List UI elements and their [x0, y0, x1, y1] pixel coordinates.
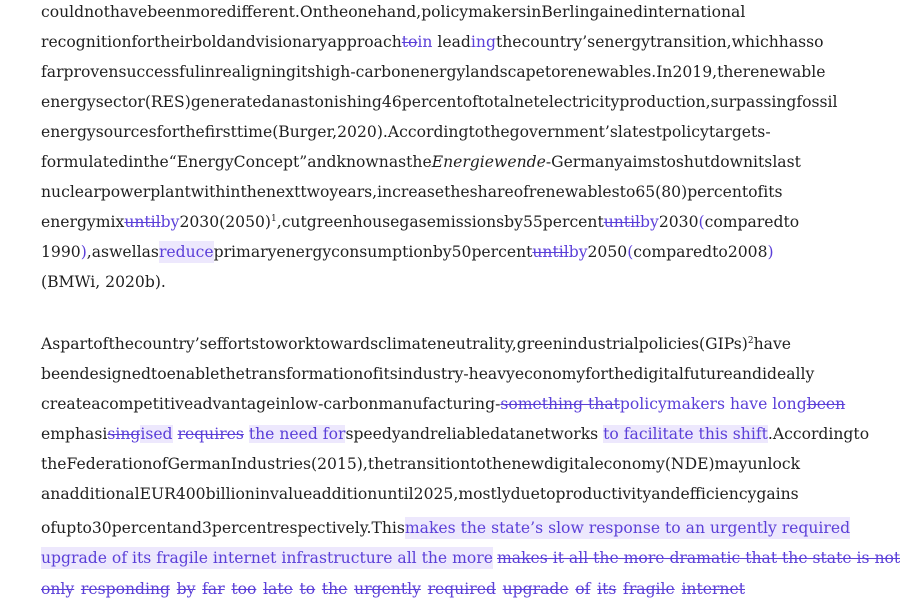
word: have — [753, 335, 792, 353]
word: more — [185, 3, 227, 21]
word: gained — [589, 3, 644, 21]
word: 3 — [201, 519, 212, 537]
inserted-text[interactable]: to facilitate this shift — [603, 425, 768, 443]
tracked-change-cluster — [124, 211, 179, 233]
word: the — [717, 63, 743, 81]
word: recognition — [41, 33, 132, 51]
word: efficiency — [680, 485, 757, 503]
inserted-text[interactable]: ised — [140, 425, 173, 443]
word: to — [539, 485, 556, 503]
word: “Energy — [168, 153, 234, 171]
word: Industries — [230, 455, 312, 473]
word: production, — [619, 93, 711, 111]
word: energy — [41, 213, 96, 231]
word: the — [219, 365, 245, 383]
word: (80) — [655, 183, 688, 201]
footnote-marker[interactable]: 1 — [271, 214, 277, 224]
inserted-text[interactable]: makes the state’s slow response to an urgently required — [404, 519, 851, 537]
p1-line-3 — [41, 61, 826, 83]
word: the — [322, 3, 349, 21]
word: neutrality, — [436, 335, 517, 353]
p2-line-7 — [41, 517, 851, 539]
word: for — [585, 365, 608, 383]
word: down — [710, 153, 754, 171]
word: successful — [118, 63, 200, 81]
word: and — [400, 425, 430, 443]
word: in — [200, 63, 216, 81]
word: On — [299, 3, 323, 21]
inserted-text[interactable]: ( — [698, 213, 705, 231]
word: to — [660, 153, 676, 171]
word: of — [513, 183, 529, 201]
word: renewable — [742, 63, 826, 81]
word: percent — [687, 183, 749, 201]
word: has — [778, 33, 807, 51]
inserted-text[interactable]: policymakers have long — [619, 395, 807, 413]
word: 2030 — [658, 213, 699, 231]
word: mostly — [458, 485, 511, 503]
word: time — [236, 123, 273, 141]
word: industry-heavy — [397, 365, 515, 383]
word: economy — [594, 455, 665, 473]
word: in — [128, 153, 144, 171]
word: share — [469, 183, 514, 201]
inserted-text[interactable]: ) — [767, 243, 774, 261]
word: emissions — [426, 213, 505, 231]
word: to — [783, 213, 800, 231]
word: - — [545, 153, 552, 171]
word: the — [240, 183, 267, 201]
word: an — [271, 93, 291, 111]
word: designed — [79, 365, 151, 383]
word: nuclear — [41, 183, 101, 201]
p2-line-1 — [41, 333, 792, 355]
word: net — [514, 93, 540, 111]
word: transition — [393, 455, 471, 473]
word: landscape — [465, 63, 545, 81]
word: country’s — [521, 33, 596, 51]
word: aims — [623, 153, 661, 171]
word: of — [363, 365, 379, 383]
deleted-text[interactable]: until — [532, 243, 569, 261]
word: percent — [542, 213, 604, 231]
word: generated — [190, 93, 272, 111]
word: to — [544, 63, 561, 81]
inserted-text[interactable]: ) — [80, 243, 87, 261]
word: - — [495, 395, 501, 413]
deleted-text[interactable]: of — [575, 580, 591, 598]
word-with-footnote: $(2050)^1$, — [219, 213, 282, 231]
word: In — [656, 63, 673, 81]
word: to — [619, 183, 636, 201]
word: low-carbon — [290, 395, 379, 413]
word: (RES) — [144, 93, 191, 111]
word: energy — [41, 93, 96, 111]
tracked-change-cluster — [532, 241, 587, 263]
word: Concept” — [233, 153, 308, 171]
deleted-text[interactable]: until — [603, 213, 641, 231]
deleted-text[interactable]: internet — [681, 580, 745, 598]
word: unlock — [747, 455, 801, 473]
word: the — [484, 123, 510, 141]
word: 2030 — [179, 213, 220, 231]
deleted-text[interactable]: makes it all the more dramatic that the state is not — [496, 549, 900, 567]
word-with-insert: (compared — [627, 243, 713, 261]
word: new — [511, 455, 544, 473]
word: digital — [543, 455, 595, 473]
word: value — [270, 485, 313, 503]
word: the — [179, 123, 205, 141]
word: government’s — [509, 123, 618, 141]
inserted-text[interactable]: upgrade of its fragile internet infrastructure all the more — [41, 549, 493, 567]
word: latest — [617, 123, 662, 141]
word: sources — [95, 123, 157, 141]
word: the — [607, 365, 634, 383]
deleted-text[interactable]: the — [321, 580, 348, 598]
inserted-text[interactable]: the need for — [248, 425, 346, 443]
deleted-text[interactable]: required — [427, 580, 496, 598]
tracked-change-cluster: emphasisingised requires the need for — [41, 425, 346, 443]
word: a — [91, 395, 101, 413]
word: policymakers — [421, 3, 527, 21]
word: targets — [708, 123, 766, 141]
word-with-insert: networks to facilitate this shift. — [525, 425, 773, 443]
word: 65 — [635, 183, 656, 201]
word: This — [371, 519, 405, 537]
word: future — [683, 365, 733, 383]
word: last — [772, 153, 801, 171]
word: addition — [312, 485, 378, 503]
word: their — [154, 33, 193, 51]
p2-line-9 — [41, 578, 745, 600]
word: the — [367, 455, 394, 473]
word: energy — [410, 63, 466, 81]
word: sector — [95, 93, 145, 111]
p1-line-7 — [41, 181, 783, 203]
word: competitive — [100, 395, 194, 413]
word: 2025, — [413, 485, 459, 503]
word: hand, — [376, 3, 422, 21]
word: an — [41, 485, 61, 503]
tracked-change-cluster — [500, 393, 806, 415]
word: and — [651, 485, 681, 503]
word: and — [172, 519, 202, 537]
word: astonishing — [290, 93, 382, 111]
word: its — [753, 153, 773, 171]
tracked-change-cluster — [604, 211, 659, 233]
word: due — [510, 485, 540, 503]
word: (NDE) — [664, 455, 715, 473]
deleted-text[interactable]: responding — [80, 580, 170, 598]
deleted-text[interactable]: until — [124, 213, 161, 231]
word: work — [274, 335, 315, 353]
inserted-text[interactable]: in — [417, 33, 433, 51]
word: its — [296, 63, 316, 81]
word: 50 — [451, 243, 472, 261]
word: not — [84, 3, 110, 21]
word: plant — [150, 183, 191, 201]
italic-term: Energiewende — [431, 153, 546, 171]
deleted-text[interactable]: far — [202, 580, 225, 598]
word: manufacturing — [378, 395, 496, 413]
inserted-text[interactable]: by — [568, 243, 588, 261]
p1-line-8 — [41, 211, 800, 233]
word: energy — [276, 243, 332, 261]
word: greenhouse — [306, 213, 400, 231]
word: Germany — [551, 153, 624, 171]
word: formulated — [41, 153, 129, 171]
word: which — [731, 33, 779, 51]
deleted-text[interactable]: fragile — [623, 580, 675, 598]
word: within — [190, 183, 241, 201]
p2-line-2 — [41, 363, 815, 385]
word: visionary — [255, 33, 328, 51]
word: Federation — [66, 455, 153, 473]
word: percent — [111, 519, 173, 537]
word: shut — [675, 153, 711, 171]
word: and — [226, 33, 256, 51]
word: known — [336, 153, 389, 171]
word: billion — [205, 485, 255, 503]
word: first — [204, 123, 237, 141]
word: next — [266, 183, 301, 201]
word: 2019, — [672, 63, 718, 81]
word: renewables — [528, 183, 620, 201]
word: to — [76, 519, 92, 537]
word: international — [643, 3, 746, 21]
word: surpassing — [710, 93, 797, 111]
word: to — [259, 335, 275, 353]
deleted-text[interactable]: to — [401, 33, 418, 51]
word: its — [763, 183, 783, 201]
word: been — [41, 365, 80, 383]
word: industrial — [562, 335, 639, 353]
word: 2020). — [337, 123, 388, 141]
word: two — [300, 183, 330, 201]
p1-line-6 — [41, 151, 801, 173]
word: transformation — [244, 365, 364, 383]
word: for — [156, 123, 180, 141]
word: of — [462, 93, 478, 111]
word: the — [406, 153, 432, 171]
word: 55 — [522, 213, 543, 231]
word: the — [485, 455, 512, 473]
word: to — [468, 123, 485, 141]
word: the — [108, 335, 134, 353]
word: efforts — [207, 335, 260, 353]
word: data — [490, 425, 525, 443]
word: According — [387, 123, 469, 141]
word: - — [765, 123, 771, 141]
word: for — [131, 33, 155, 51]
word: the — [143, 153, 169, 171]
word: to — [150, 365, 167, 383]
word: approach — [327, 33, 402, 51]
word: German — [167, 455, 231, 473]
word: and — [307, 153, 337, 171]
word: in — [526, 3, 542, 21]
word: respectively. — [272, 519, 372, 537]
word: different. — [226, 3, 300, 21]
word: to — [712, 243, 728, 261]
word: far — [41, 63, 64, 81]
p1-line-1 — [41, 1, 745, 23]
word: high-carbon — [315, 63, 411, 81]
word: create — [41, 395, 92, 413]
word: one — [348, 3, 377, 21]
word: realigning — [215, 63, 297, 81]
word: the — [41, 455, 67, 473]
word: energy — [41, 123, 96, 141]
word-with-insert: 2008) — [727, 243, 774, 261]
deleted-text[interactable]: to — [299, 580, 316, 598]
word: part — [60, 335, 94, 353]
word: to — [853, 425, 870, 443]
word: have — [109, 3, 148, 21]
word: as — [388, 153, 407, 171]
word: 46 — [381, 93, 402, 111]
word-with-insert: (compared — [698, 213, 784, 231]
deleted-text[interactable]: only — [41, 580, 75, 598]
citation: (BMWi, 2020b). — [41, 273, 166, 291]
tracked-change-cluster — [402, 31, 496, 53]
deleted-text[interactable]: requires — [177, 425, 244, 443]
word: digital — [633, 365, 684, 383]
word: so — [806, 33, 824, 51]
word: productivity — [555, 485, 652, 503]
word: energy — [595, 33, 650, 51]
word: As — [41, 335, 61, 353]
word: advantage — [193, 395, 276, 413]
word: of — [748, 183, 764, 201]
word: speedy — [345, 425, 401, 443]
word: transition, — [649, 33, 732, 51]
deleted-text[interactable]: upgrade — [502, 580, 569, 598]
deleted-text[interactable]: sing — [107, 425, 141, 443]
word: by — [432, 243, 452, 261]
word: of — [41, 519, 57, 537]
word: increase — [377, 183, 445, 201]
word: in — [254, 485, 271, 503]
word: the — [444, 183, 470, 201]
word: mix — [95, 213, 125, 231]
inserted-text[interactable]: ing — [470, 33, 496, 51]
word: reliable — [430, 425, 491, 443]
word: renewables. — [560, 63, 657, 81]
word: additional — [60, 485, 140, 503]
word: percent — [211, 519, 273, 537]
p2-line-8 — [41, 547, 900, 569]
word: and — [732, 365, 763, 383]
p2-line-6 — [41, 483, 799, 505]
p2-line-5 — [41, 453, 801, 475]
deleted-text[interactable]: its — [597, 580, 617, 598]
p1-line-10 — [41, 271, 745, 293]
word: as — [141, 243, 159, 261]
word: as — [91, 243, 110, 261]
word: of — [152, 455, 168, 473]
word: electricity — [539, 93, 620, 111]
word: may — [714, 455, 748, 473]
p2-line-3 — [41, 393, 846, 415]
word: 400 — [175, 485, 206, 503]
word: enable — [166, 365, 220, 383]
word: gains — [756, 485, 799, 503]
deleted-text[interactable]: too — [231, 580, 257, 598]
word: EUR — [139, 485, 176, 503]
word: (Burger, — [272, 123, 338, 141]
word: its — [378, 365, 398, 383]
word: proven — [63, 63, 119, 81]
p1-line-4 — [41, 91, 838, 113]
word: country’s — [133, 335, 208, 353]
word-with-footnote: (GIPs)$^2$ — [699, 335, 754, 353]
word: green — [516, 335, 563, 353]
word: total — [477, 93, 515, 111]
word: (2015), — [311, 455, 368, 473]
word: policy — [661, 123, 709, 141]
inserted-text[interactable]: ( — [627, 243, 634, 261]
word: to — [470, 455, 486, 473]
inserted-text[interactable]: by — [640, 213, 659, 231]
word: bold — [192, 33, 227, 51]
inserted-text[interactable]: by — [160, 213, 180, 231]
deleted-text[interactable]: something that — [500, 395, 620, 413]
word: gas — [399, 213, 427, 231]
inserted-text[interactable]: reduce — [158, 243, 214, 261]
word: fossil — [796, 93, 838, 111]
word: years, — [329, 183, 378, 201]
word: by — [504, 213, 523, 231]
word: 2050 — [587, 243, 628, 261]
p2-line-4 — [41, 423, 870, 445]
word: primary — [213, 243, 277, 261]
deleted-text[interactable]: been — [806, 395, 846, 413]
word: policies — [638, 335, 700, 353]
word: towards — [314, 335, 379, 353]
word: cut — [281, 213, 307, 231]
word: been — [147, 3, 186, 21]
word: of — [93, 335, 109, 353]
deleted-text[interactable]: urgently — [354, 580, 421, 598]
word: 30 — [91, 519, 112, 537]
word: well — [109, 243, 142, 261]
footnote-marker[interactable]: 2 — [747, 336, 754, 346]
word: could — [41, 3, 85, 21]
word: until — [377, 485, 414, 503]
deleted-text[interactable]: late — [263, 580, 293, 598]
word-with-insert: 1990), — [41, 243, 92, 261]
word: economy — [514, 365, 586, 383]
word: consumption — [331, 243, 433, 261]
word: climate — [378, 335, 437, 353]
p1-line-9 — [41, 241, 774, 263]
word: ideally — [762, 365, 815, 383]
word: percent — [401, 93, 463, 111]
p1-line-5 — [41, 121, 771, 143]
p1-line-2 — [41, 31, 824, 53]
word: lead — [437, 33, 471, 51]
word: percent — [471, 243, 533, 261]
word: Berlin — [541, 3, 590, 21]
word: power — [100, 183, 151, 201]
word: According — [772, 425, 854, 443]
word: the — [495, 33, 522, 51]
deleted-text[interactable]: by — [176, 580, 196, 598]
word: up — [56, 519, 77, 537]
word: in — [275, 395, 291, 413]
